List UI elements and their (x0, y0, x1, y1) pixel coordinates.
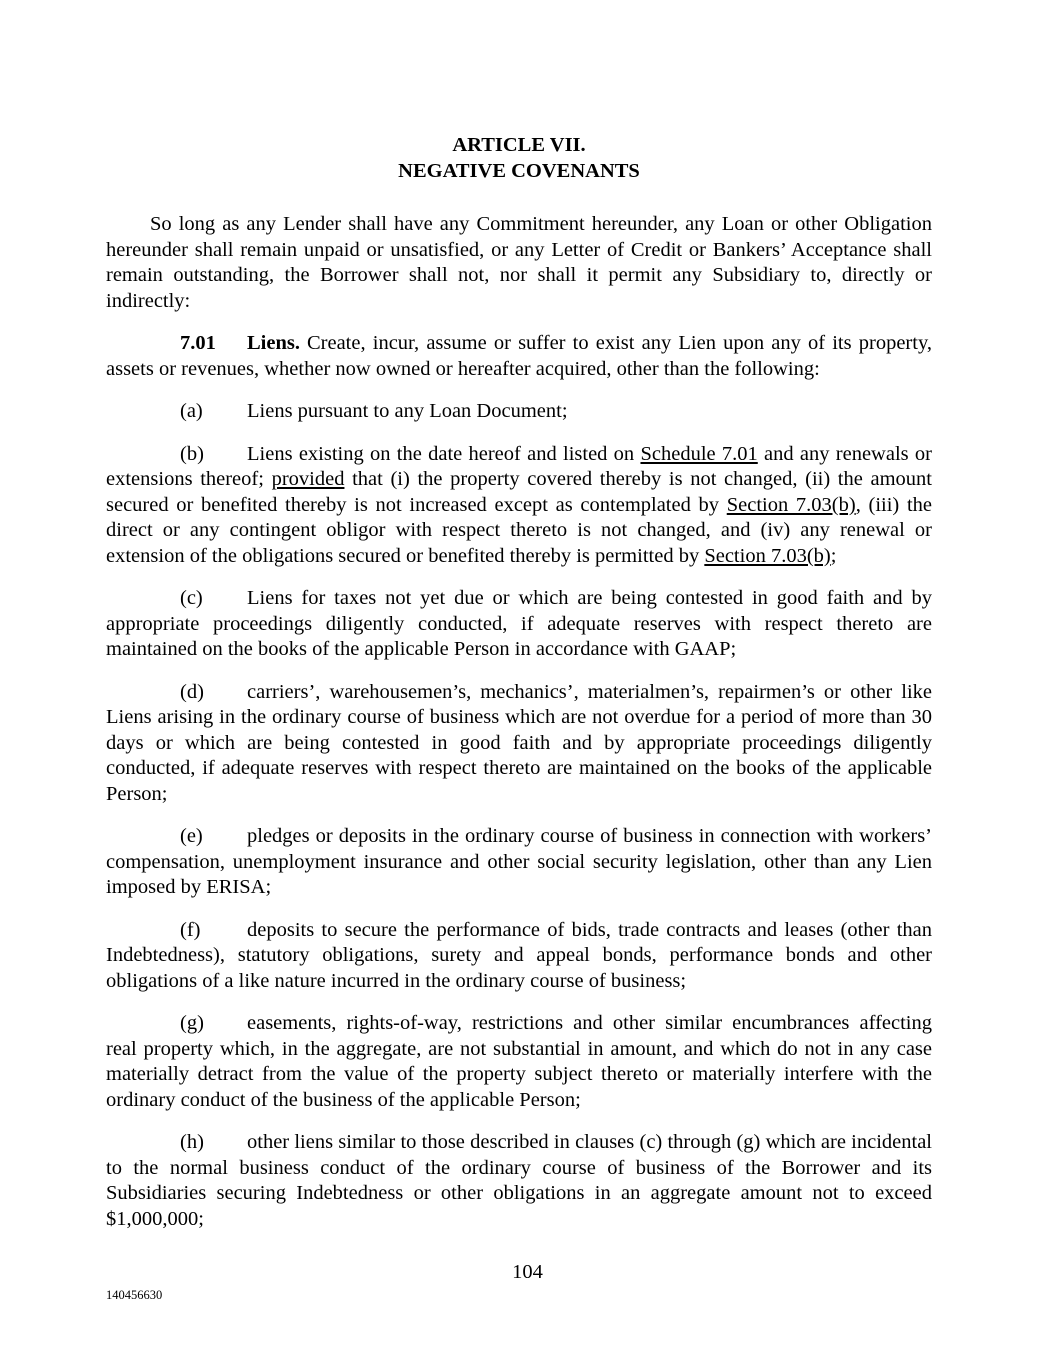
items-list (106, 399, 932, 1232)
section-number: 7.01 (180, 332, 216, 354)
item-text: carriers’, warehousemen’s, mechanics’, materialmen’s, repairmen’s or other like Liens arising in the ordinary course of business which are not overdue for a period of more than 30 days or which are being contested in good faith and by appropriate proceedings diligently conducted, if adequate reserves with respect thereto are maintained on the books of the applicable Person; (106, 680, 932, 805)
item-label: (h) (180, 1131, 204, 1153)
item-label: (e) (180, 825, 203, 847)
list-item (106, 1130, 932, 1232)
item-label: (d) (180, 680, 204, 703)
article-title: ARTICLE VII. (452, 134, 586, 156)
section-body: Create, incur, assume or suffer to exist any Lien upon any of its property, assets or revenues, whether now owned or hereafter acquired, other than the following: (106, 332, 932, 380)
item-label: (b) (180, 442, 204, 465)
item-text: easements, rights-of-way, restrictions and other similar encumbrances affecting real property which, in the aggregate, are not substantial in amount, and which do not in any case materially detract from the value of the property subject thereto or materially interfere with the ordinary conduct of the business of the applicable Person; (106, 1012, 932, 1111)
article-title-block (106, 133, 932, 184)
item-text: Liens existing on the date hereof and listed on Schedule 7.01 and any renewals or extensions thereof; provided that (i) the property covered thereby is not changed, (ii) the amount secured or benefited thereby is not increased except as contemplated by Section 7.03(b), (iii) the direct or any contingent obligor with respect thereto is not changed, and (iv) any renewal or extension of the obligations secured or benefited thereby is permitted by Section 7.03(b); (106, 442, 932, 567)
list-item (106, 1011, 932, 1113)
article-subtitle: NEGATIVE COVENANTS (398, 159, 640, 182)
list-item (106, 918, 932, 995)
list-item (106, 442, 932, 570)
item-text: Liens pursuant to any Loan Document; (247, 400, 568, 422)
item-label: (g) (180, 1012, 204, 1034)
intro-paragraph: So long as any Lender shall have any Commitment hereunder, any Loan or other Obligation hereunder shall remain unpaid or unsatisfied, or any Letter of Credit or Bankers’ Acceptance shall remain outstanding, the Borrower shall not, nor shall it permit any Subsidiary to, directly or indirectly: (106, 213, 932, 312)
list-item (106, 824, 932, 901)
list-item (106, 399, 932, 425)
section-heading: Liens. (247, 332, 300, 354)
item-text: deposits to secure the performance of bids, trade contracts and leases (other than Indebtedness), statutory obligations, surety and appeal bonds, performance bonds and other obligations of a like nature incurred in the ordinary course of business; (106, 918, 932, 992)
item-label: (a) (180, 400, 203, 422)
item-text: other liens similar to those described in clauses (c) through (g) which are incidental to the normal business conduct of the ordinary course of business of the Borrower and its Subsidiaries securing Indebtedness or other obligations in an aggregate amount not to exceed $1,000,000; (106, 1131, 932, 1230)
list-item (106, 680, 932, 808)
item-text: pledges or deposits in the ordinary course of business in connection with workers’ compensation, unemployment insurance and other social security legislation, other than any Lien imposed by ERISA; (106, 825, 932, 898)
item-label: (f) (180, 918, 201, 941)
item-text: Liens for taxes not yet due or which are being contested in good faith and by appropriate proceedings diligently conducted, if adequate reserves with respect thereto are maintained on the books of the applicable Person in accordance with GAAP; (106, 587, 932, 660)
doc-id: 140456630 (106, 1288, 163, 1302)
list-item (106, 586, 932, 663)
section-7-01-paragraph (106, 331, 932, 382)
document-content (106, 133, 932, 1232)
item-label: (c) (180, 587, 203, 609)
page-number: 104 (512, 1261, 543, 1283)
